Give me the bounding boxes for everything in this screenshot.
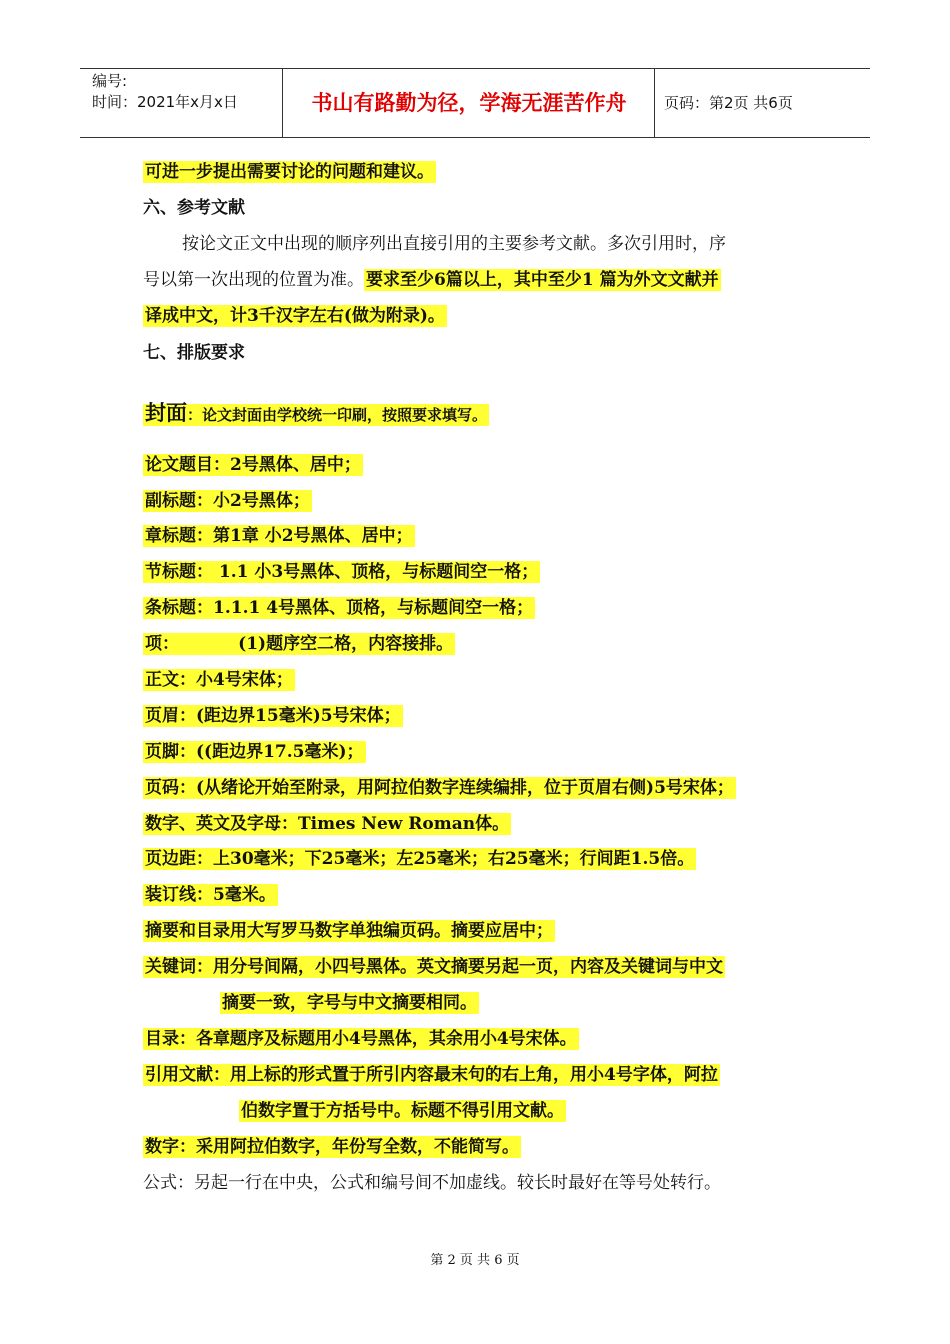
text-line: 页眉：(距边界15毫米)5号宋体；: [145, 706, 401, 726]
page-footer: 第 2 页 共 6 页: [430, 1253, 520, 1268]
time-label: 时间：2021年x月x日: [92, 93, 238, 111]
text-line: 页脚：((距边界17.5毫米)；: [145, 742, 364, 762]
text-line: 可进一步提出需要讨论的问题和建议。: [145, 162, 434, 182]
text-line: 按论文正文中出现的顺序列出直接引用的主要参考文献。多次引用时，序: [182, 234, 726, 254]
text-line: 摘要一致，字号与中文摘要相同。: [222, 993, 477, 1013]
text-line: 页边距：上30毫米；下25毫米；左25毫米；右25毫米；行间距1.5倍。: [145, 849, 695, 869]
text-line: 引用文献：用上标的形式置于所引内容最末句的右上角，用小4号字体，阿拉: [145, 1065, 718, 1085]
number-label: 编号:: [92, 72, 128, 90]
text-line: 号以第一次出现的位置为准。 要求至少6篇以上，其中至少1 篇为外文文献并: [143, 270, 719, 290]
text-line: 伯数字置于方括号中。标题不得引用文献。: [241, 1101, 564, 1121]
text-line: 项： (1)题序空二格，内容接排。: [145, 634, 454, 654]
text-line: 页码：(从绪论开始至附录，用阿拉伯数字连续编排，位于页眉右侧)5号宋体；: [145, 778, 734, 798]
text-line: 装订线：5毫米。: [145, 885, 276, 905]
text-line: 条标题：1.1.1 4号黑体、顶格，与标题间空一格；: [145, 598, 534, 618]
header-meta: [92, 71, 238, 113]
text-line: 节标题： 1.1 小3号黑体、顶格，与标题间空一格；: [145, 562, 539, 582]
text-line: 副标题：小2号黑体；: [145, 491, 310, 511]
page-header: [80, 68, 870, 138]
header-motto: 书山有路勤为径，学海无涯苦作舟: [311, 91, 627, 115]
text-line: 公式：另起一行在中央，公式和编号间不加虚线。较长时最好在等号处转行。: [143, 1173, 721, 1193]
text-line: 数字、英文及字母：Times New Roman体。: [145, 814, 510, 834]
text-line: 封面：论文封面由学校统一印刷，按照要求填写。: [145, 400, 488, 425]
section-heading: 七、排版要求: [143, 343, 245, 363]
text-line: 目录：各章题序及标题用小4号黑体，其余用小4号宋体。: [145, 1029, 577, 1049]
header-divider: [654, 69, 655, 137]
text-line: 论文题目：2号黑体、居中；: [145, 455, 361, 475]
text-line: 正文：小4号宋体；: [145, 670, 293, 690]
text-line: 译成中文，计3千汉字左右(做为附录)。: [145, 306, 445, 326]
text-line: 章标题：第1章 小2号黑体、居中；: [145, 526, 413, 546]
section-heading: 六、参考文献: [143, 198, 245, 218]
header-divider: [282, 69, 283, 137]
text-line: 关键词：用分号间隔，小四号黑体。英文摘要另起一页，内容及关键词与中文: [145, 957, 723, 977]
header-page-info: 页码：第2页 共6页: [664, 94, 793, 112]
text-line: 数字：采用阿拉伯数字，年份写全数，不能简写。: [145, 1137, 519, 1157]
text-line: 摘要和目录用大写罗马数字单独编页码。摘要应居中；: [145, 921, 553, 941]
